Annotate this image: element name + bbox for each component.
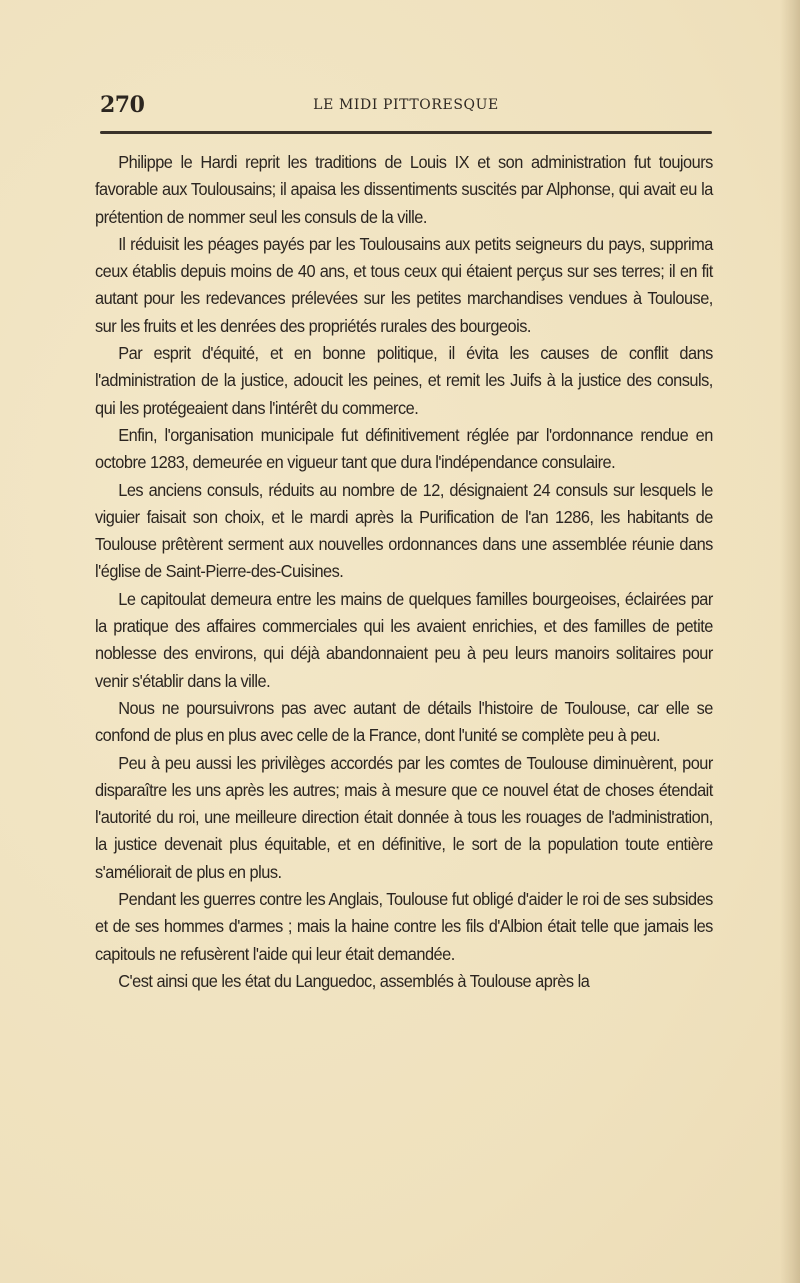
paragraph: Il réduisit les péages payés par les Toulousains aux petits seigneurs du pays, supprima ceux établis depuis moins de 40 ans, et tous ceux qui étaient perçus sur ses terres; il en fit autant pour les redevances prélevées sur les petites marchandises vendues à Toulouse, sur les fruits et les denrées des propriétés rurales des bourgeois. — [95, 233, 713, 336]
paragraph: C'est ainsi que les état du Languedoc, assemblés à Toulouse après la — [118, 970, 590, 991]
running-head — [100, 92, 712, 118]
paragraph: Par esprit d'équité, et en bonne politique, il évita les causes de conflit dans l'administration de la justice, adoucit les peines, et remit les Juifs à la justice des consuls, qui les protégeaient dans l'intérêt du commerce. — [95, 343, 713, 418]
body-text — [95, 149, 713, 995]
running-title: LE MIDI PITTORESQUE — [313, 97, 499, 113]
paragraph: Enfin, l'organisation municipale fut définitivement réglée par l'ordonnance rendue en octobre 1283, demeurée en vigueur tant que dura l'indépendance consulaire. — [95, 424, 713, 473]
paragraph: Le capitoulat demeura entre les mains de quelques familles bourgeoises, éclairées par la pratique des affaires commerciales qui les avaient enrichies, et des familles de petite noblesse des environs, qui déjà abandonnaient peu à peu leurs manoirs solitaires pour venir s'établir dans la ville. — [95, 588, 713, 691]
paragraph: Peu à peu aussi les privilèges accordés par les comtes de Toulouse diminuèrent, pour disparaître les uns après les autres; mais à mesure que ce nouvel état de choses étendait l'autorité du roi, une meilleure direction était donnée à tous les rouages de l'administration, la justice devenait plus équitable, et en définitive, le sort de la population toute entière s'améliorait de plus en plus. — [95, 752, 713, 882]
paragraph: Pendant les guerres contre les Anglais, Toulouse fut obligé d'aider le roi de ses subsides et de ses hommes d'armes ; mais la haine contre les fils d'Albion était telle que jamais les capitouls ne refusèrent l'aide qui leur était demandée. — [95, 889, 713, 964]
header-rule — [100, 131, 712, 134]
paragraph: Nous ne poursuivrons pas avec autant de détails l'histoire de Toulouse, car elle se confond de plus en plus avec celle de la France, dont l'unité se complète peu à peu. — [95, 697, 713, 746]
paragraph: Les anciens consuls, réduits au nombre de 12, désignaient 24 consuls sur lesquels le viguier faisait son choix, et le mardi après la Purification de l'an 1286, les habitants de Toulouse prêtèrent serment aux nouvelles ordonnances dans une assemblée réunie dans l'église de Saint-Pierre-des-Cuisines. — [95, 479, 713, 582]
page-number: 270 — [100, 92, 145, 118]
paragraph: Philippe le Hardi reprit les traditions de Louis IX et son administration fut toujours favorable aux Toulousains; il apaisa les dissentiments suscités par Alphonse, qui avait eu la prétention de nommer seul les consuls de la ville. — [95, 152, 713, 227]
